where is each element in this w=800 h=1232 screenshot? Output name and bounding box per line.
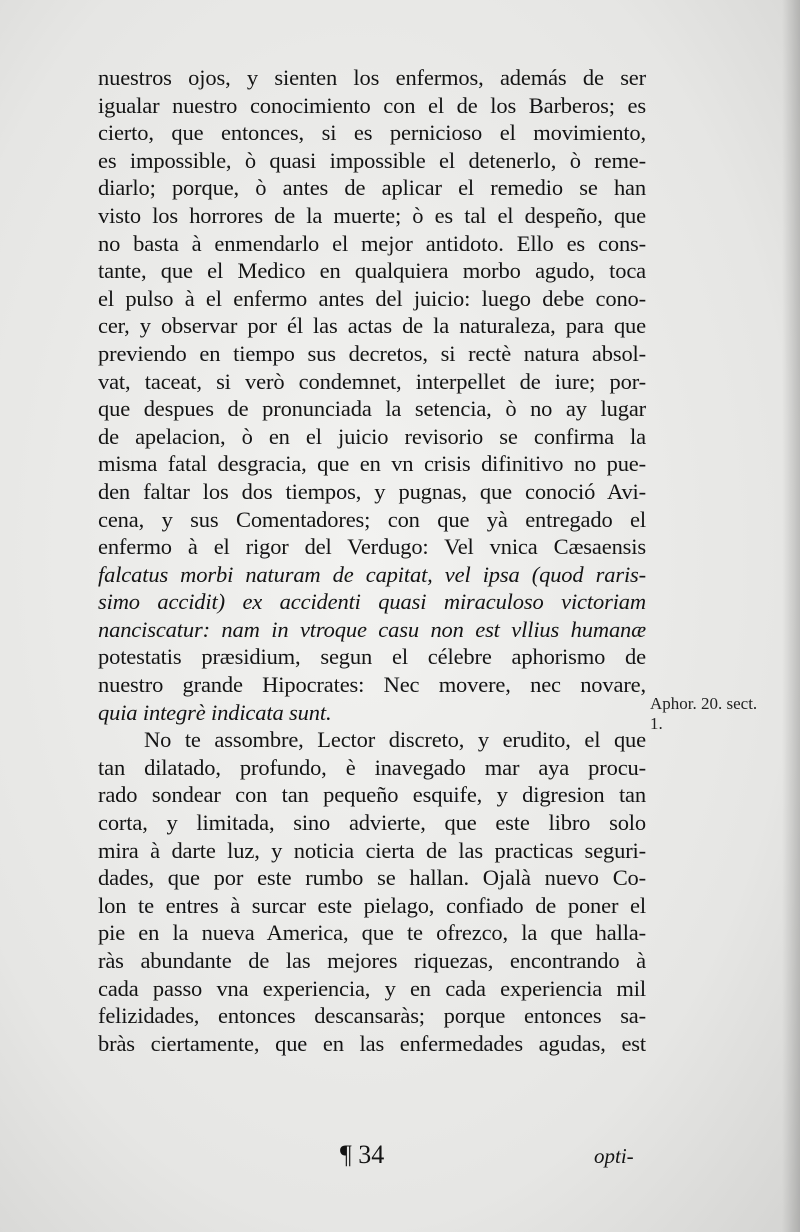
text-line: no basta à enmendarlo el mejor antidoto. Ello es cons- xyxy=(98,230,646,256)
body-text xyxy=(98,64,646,1057)
text-line: misma fatal desgracia, que en vn crisis difinitivo no pue- xyxy=(98,451,646,477)
signature-mark: ¶ 34 xyxy=(340,1140,385,1169)
text-line: cada passo vna experiencia, y en cada experiencia mil xyxy=(98,975,646,1001)
text-line: igualar nuestro conocimiento con el de los Barberos; es xyxy=(98,92,646,118)
text-line: cierto, que entonces, si es pernicioso el movimiento, xyxy=(98,120,646,146)
text-line: nuestros ojos, y sienten los enfermos, además de ser xyxy=(98,65,646,90)
text-line: ràs abundante de las mejores riquezas, encontrando à xyxy=(98,948,646,973)
text-line: cena, y sus Comentadores; con que yà entregado el xyxy=(98,506,646,532)
text-line: pie en la nueva America, que te ofrezco, la que halla- xyxy=(98,920,646,946)
text-line: den faltar los dos tiempos, y pugnas, que conoció Avi- xyxy=(98,478,646,504)
marginal-note-line: Aphor. 20. sect. xyxy=(650,694,758,713)
text-line: tante, que el Medico en qualquiera morbo agudo, toca xyxy=(98,258,646,284)
text-line: bràs ciertamente, que en las enfermedades agudas, est xyxy=(98,1030,646,1056)
text-line: que despues de pronunciada la setencia, ò no ay lugar xyxy=(98,396,646,422)
text-line: mira à darte luz, y noticia cierta de las practicas seguri- xyxy=(98,837,646,863)
catchword: opti- xyxy=(594,1144,634,1168)
text-line: visto los horrores de la muerte; ò es tal el despeño, que xyxy=(98,202,646,228)
text-line: el pulso à el enfermo antes del juicio: luego debe cono- xyxy=(98,285,646,311)
text-line: potestatis præsidium, segun el célebre aphorismo de xyxy=(98,644,646,670)
text-line: tan dilatado, profundo, è inavegado mar aya procu- xyxy=(98,754,646,780)
text-line: previendo en tiempo sus decretos, si rectè natura absol- xyxy=(98,340,646,366)
text-line: dades, que por este rumbo se hallan. Ojalà nuevo Co- xyxy=(98,865,646,891)
latin-quote-line: falcatus morbi naturam de capitat, vel ipsa (quod raris- xyxy=(98,561,646,587)
paragraph-first-line: No te assombre, Lector discreto, y erudito, el que xyxy=(144,727,646,753)
text-line: enfermo à el rigor del Verdugo: Vel vnica Cæsaensis xyxy=(98,534,646,560)
latin-quote-line: quia integrè indicata sunt. xyxy=(98,699,332,725)
text-line: felizidades, entonces descansaràs; porque entonces sa- xyxy=(98,1003,646,1029)
marginal-note-line: 1. xyxy=(650,714,663,733)
marginal-note xyxy=(650,694,798,734)
text-line: de apelacion, ò en el juicio revisorio se confirma la xyxy=(98,423,646,449)
text-line: vat, taceat, si verò condemnet, interpellet de iure; por- xyxy=(98,368,646,394)
text-line: rado sondear con tan pequeño esquife, y digresion tan xyxy=(98,782,646,808)
text-line: cer, y observar por él las actas de la naturaleza, para que xyxy=(98,313,646,339)
latin-quote-line: nanciscatur: nam in vtroque casu non est vllius humanæ xyxy=(98,616,646,642)
latin-quote-line: simo accidit) ex accidenti quasi miraculoso victoriam xyxy=(98,589,646,615)
text-line: nuestro grande Hipocrates: Nec movere, nec novare, xyxy=(98,672,646,698)
page-edge-shadow xyxy=(782,0,800,1232)
text-line: lon te entres à surcar este pielago, confiado de poner el xyxy=(98,892,646,918)
text-line: corta, y limitada, sino advierte, que este libro solo xyxy=(98,810,646,836)
text-line: es impossible, ò quasi impossible el detenerlo, ò reme- xyxy=(98,147,646,173)
text-line: diarlo; porque, ò antes de aplicar el remedio se han xyxy=(98,175,646,201)
